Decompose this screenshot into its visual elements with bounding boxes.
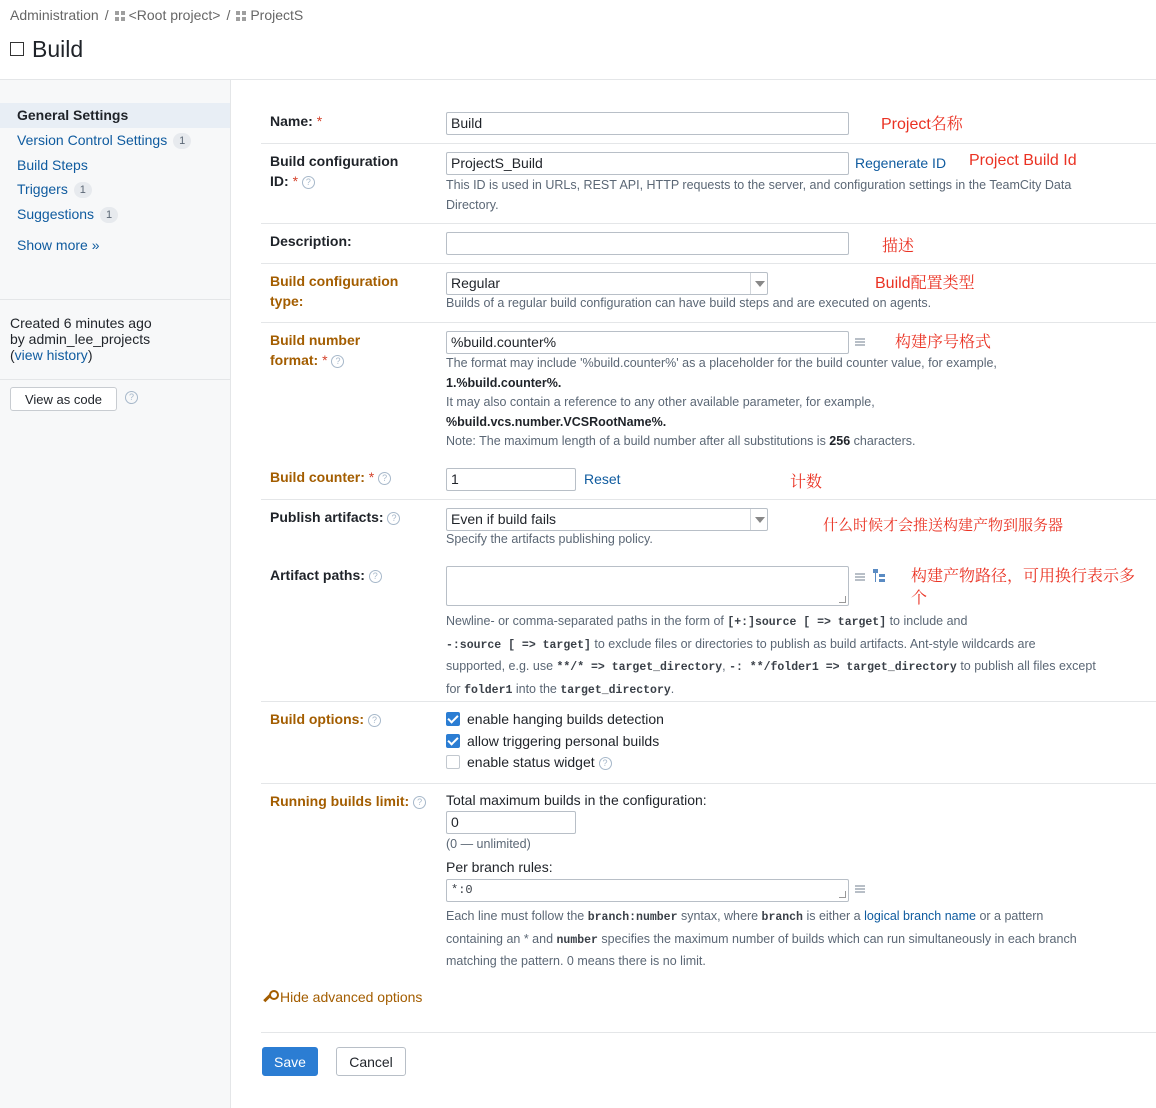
sidebar-item-build-steps[interactable] (0, 153, 230, 178)
sidebar-item-general-settings[interactable] (0, 103, 230, 128)
parameter-picker-icon[interactable] (855, 338, 865, 346)
chevron-down-icon (750, 509, 767, 530)
chevron-down-icon (750, 273, 767, 294)
count-badge: 1 (100, 207, 118, 223)
save-button[interactable]: Save (262, 1047, 318, 1076)
show-more-link[interactable]: Show more » (17, 237, 100, 253)
breadcrumb (10, 7, 303, 23)
total-builds-input[interactable]: 0 (446, 811, 576, 834)
sidebar-item-label: Suggestions (17, 206, 95, 222)
hanging-builds-label[interactable]: enable hanging builds detection (467, 711, 664, 727)
sidebar-item-version-control-settings[interactable] (0, 128, 230, 153)
build-number-note: The format may include '%build.counter%' as a placeholder for the build counter value, for example, 1.%build.counter%. It may also contain a reference to any other available parameter, for example, %build.vcs.number.VCSRootName%. Note: The maximum length of a build number after all substitutions is 256 characters. (446, 356, 997, 448)
row-divider (261, 499, 1156, 500)
row-divider (261, 783, 1156, 784)
name-label: Name: * (270, 113, 323, 129)
paren-open: ( (10, 347, 15, 363)
count-badge: 1 (74, 182, 92, 198)
help-icon[interactable]: ? (378, 472, 391, 485)
row-divider (261, 1032, 1156, 1033)
help-icon[interactable]: ? (125, 391, 138, 404)
config-type-note: Builds of a regular build configuration can have build steps and are executed on agents. (446, 296, 932, 310)
build-id-label: Build configuration ID: * ? (270, 153, 399, 189)
per-branch-textarea[interactable]: *:0 (446, 879, 849, 902)
regenerate-id-link[interactable]: Regenerate ID (855, 155, 947, 171)
breadcrumb-project[interactable]: ProjectS (250, 7, 304, 23)
annotation-artifact-paths: 构建产物路径，可用换行表示多 个 (911, 568, 1136, 607)
breadcrumb-separator: / (226, 7, 231, 23)
annotation-build-number: 构建序号格式 (895, 334, 992, 351)
page-title (10, 36, 83, 63)
view-history-link[interactable]: view history (14, 347, 88, 363)
help-icon[interactable]: ? (302, 176, 315, 189)
resize-handle-icon[interactable] (839, 596, 846, 603)
per-branch-note: Each line must follow the branch:number syntax, where branch is either a logical branch name or a pattern containing an * and number specifies the maximum number of builds which can run simultaneously in each branch matching the pattern. 0 means there is no limit. (446, 909, 1077, 968)
sidebar-item-label: Build Steps (17, 157, 88, 173)
artifact-paths-label: Artifact paths: ? (270, 565, 382, 585)
parameter-picker-icon[interactable] (855, 885, 865, 893)
parameter-picker-icon[interactable] (855, 573, 865, 581)
status-widget-checkbox[interactable] (446, 755, 460, 769)
project-icon (115, 11, 125, 21)
wrench-icon (262, 990, 276, 1004)
publish-artifacts-label: Publish artifacts: ? (270, 507, 400, 527)
row-divider (261, 322, 1156, 323)
description-label: Description: (270, 233, 352, 249)
artifact-tree-icon[interactable] (873, 569, 887, 583)
hide-advanced-label: Hide advanced options (280, 989, 423, 1005)
build-number-label: Build number format: * ? (270, 332, 361, 368)
sidebar-item-triggers[interactable] (0, 177, 230, 202)
view-as-code-button[interactable]: View as code (10, 387, 117, 411)
description-input[interactable] (446, 232, 849, 255)
page-title-text: Build (32, 36, 84, 62)
sidebar (0, 80, 231, 1108)
annotation-build-id: Project Build Id (969, 152, 1077, 169)
breadcrumb-root-project[interactable]: <Root project> (128, 7, 221, 23)
build-id-input[interactable]: ProjectS_Build (446, 152, 849, 175)
created-by: by admin_lee_projects (10, 331, 151, 347)
unlimited-note: (0 — unlimited) (446, 837, 531, 851)
build-id-note: This ID is used in URLs, REST API, HTTP requests to the server, and configuration settings in the TeamCity Data Directory. (446, 178, 1072, 212)
build-counter-label: Build counter: * ? (270, 467, 391, 487)
annotation-counter: 计数 (790, 474, 823, 491)
sidebar-item-label: General Settings (17, 107, 129, 123)
annotation-config-type: Build配置类型 (875, 275, 975, 292)
row-divider (261, 701, 1156, 702)
row-divider (261, 143, 1156, 144)
sidebar-item-label: Triggers (17, 181, 68, 197)
view-history-wrapper (10, 347, 152, 363)
help-icon[interactable]: ? (599, 757, 612, 770)
build-counter-input[interactable]: 1 (446, 468, 576, 491)
sidebar-item-label: Version Control Settings (17, 132, 168, 148)
name-input[interactable]: Build (446, 112, 849, 135)
annotation-description: 描述 (882, 238, 915, 255)
build-number-input[interactable]: %build.counter% (446, 331, 849, 354)
hide-advanced-options-link[interactable] (262, 989, 422, 1005)
running-limit-label: Running builds limit: ? (270, 791, 426, 811)
status-widget-label[interactable]: enable status widget ? (467, 753, 612, 771)
cancel-button[interactable]: Cancel (336, 1047, 406, 1076)
breadcrumb-administration[interactable]: Administration (10, 7, 99, 23)
help-icon[interactable]: ? (368, 714, 381, 727)
publish-artifacts-value: Even if build fails (451, 511, 557, 527)
logical-branch-name-link[interactable]: logical branch name (864, 909, 976, 923)
artifact-paths-textarea[interactable] (446, 566, 849, 606)
config-type-label: Build configuration type: (270, 273, 399, 309)
per-branch-label: Per branch rules: (446, 859, 553, 875)
config-type-select[interactable] (446, 272, 768, 295)
row-divider (261, 263, 1156, 264)
hanging-builds-checkbox[interactable] (446, 712, 460, 726)
sidebar-divider (0, 379, 230, 380)
personal-builds-checkbox[interactable] (446, 734, 460, 748)
publish-artifacts-select[interactable] (446, 508, 768, 531)
artifact-paths-note: Newline- or comma-separated paths in the form of [+:]source [ => target] to include and -:source [ => target] to exclude files or directories to publish as build artifacts. Ant-style wildcards are supported, e.g. use **/* => target_directory, -: **/folder1 => target_directory to publish all files except for folder1 into the target_directory. (446, 614, 1096, 697)
created-time: Created 6 minutes ago (10, 315, 152, 331)
personal-builds-label[interactable]: allow triggering personal builds (467, 733, 660, 749)
resize-handle-icon[interactable] (839, 891, 846, 898)
help-icon[interactable]: ? (387, 512, 400, 525)
breadcrumb-separator: / (104, 7, 109, 23)
annotation-name: Project名称 (881, 116, 963, 133)
sidebar-item-suggestions[interactable] (0, 202, 230, 227)
help-icon[interactable]: ? (331, 355, 344, 368)
publish-artifacts-note: Specify the artifacts publishing policy. (446, 532, 653, 546)
annotation-publish: 什么时候才会推送构建产物到服务器 (823, 517, 1064, 534)
help-icon[interactable]: ? (413, 796, 426, 809)
help-icon[interactable]: ? (369, 570, 382, 583)
created-info (10, 315, 152, 363)
config-type-value: Regular (451, 275, 501, 291)
build-configuration-icon (10, 42, 24, 56)
project-icon (236, 11, 246, 21)
paren-close: ) (87, 347, 93, 363)
sidebar-divider (0, 299, 230, 300)
count-badge: 1 (173, 133, 191, 149)
total-builds-label: Total maximum builds in the configuration: (446, 792, 707, 808)
reset-counter-link[interactable]: Reset (584, 471, 621, 487)
build-options-label: Build options: ? (270, 709, 381, 729)
row-divider (261, 223, 1156, 224)
